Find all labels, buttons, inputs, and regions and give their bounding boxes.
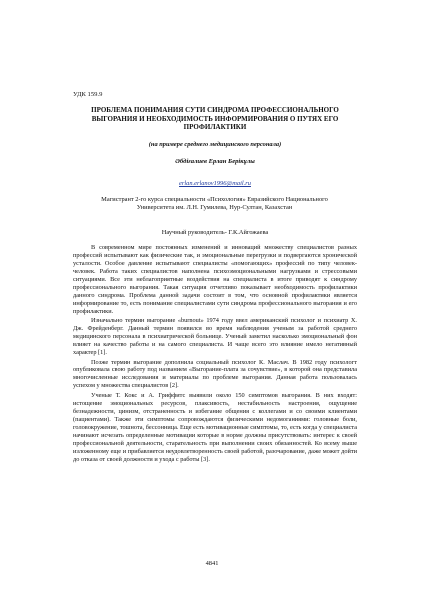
author-email-link[interactable]: erlan.erlanov1996@mail.ru — [179, 180, 251, 187]
paper-body — [73, 244, 357, 465]
body-paragraph: В современном мире постоянных изменений и инноваций множеству специалистов разных профессий испытывают как физические так, и эмоциональные перегрузки и подвергаются хронической усталости. Особое давление испытывают специалисты «помогающих» профессий по типу человек-человек. Работа таких специалистов наполнена психоэмоциональными нагрузками и стрессовыми ситуациями. Все эти неблагоприятные воздействия на специалиста в итоге приводят к синдрому профессионального выгорания. Такая ситуация отчетливо показывает необходимость профилактики данного синдрома. Проблема данной задачи состоит в том, что основной профилактики является информирование то, есть понимание специалистами сути синдрома профессионального выгорания и его профилактики. — [73, 244, 357, 315]
paper-title: ПРОБЛЕМА ПОНИМАНИЯ СУТИ СИНДРОМА ПРОФЕССИОНАЛЬНОГО ВЫГОРАНИЯ И НЕОБХОДИМОСТЬ ИНФОРМИРОВАНИЯ О ПУТЯХ ЕГО ПРОФИЛАКТИКИ — [91, 106, 339, 132]
author-name: Әбдіғалиев Ерлан Берікұлы — [175, 158, 255, 165]
body-paragraph: Ученые Т. Кокс и А. Гриффитс выявили около 150 симптомов выгорания. В них входят: истощение эмоциональных ресурсов, плаксивость, нестабильность настроения, ощущение безнадежности, цинизм, отстраненность и избегание общения с коллегами и со своими клиентами (пациентами). Также эти симптомы сопровождаются физическими недомоганиями: головные боли, головокружение, тошнота, бессонница. Еще есть мотивационные симптомы, то, есть когда у специалиста начинают исчезать определенные мотивации которые в норме должны присутствовать: интерес к своей профессиональной деятельности, старательность при выполнении своих обязанностей. Ко всему выше изложенному еще и прибавляется неудовлетворенность своей работой, разочарование, даже может дойти до отказа от своей должности и ухода с работы [3]. — [73, 391, 357, 463]
body-paragraph: Позже термин выгорание дополнила социальный психолог К. Маслач. В 1982 году психологт опубликовала свою работу под названием «Выгорание-плата за сочувствие», в которой она представила многочисленные исследования и материалы по проблеме выгорания. Данная работа пользовалась успехом у множества специалистов [2]. — [73, 358, 357, 390]
paper-subtitle: (на примере среднего медицинского персонала) — [148, 141, 282, 148]
body-paragraph: Изначально термин выгорание «burnout» 1974 году ввел американский психолог и психиатр Х. Дж. Фрейденберг. Данный термин появился во время наблюдения ученым за работой среднего медицинского персонала в психиатрической больнице. Ученый заметил насколько эмоциональный фон влияет на качество работы и на самого специалиста. И чаще всего это влияние имело негативный характер [1]. — [73, 317, 357, 356]
udk-code: УДК 159.9 — [73, 91, 103, 98]
scientific-supervisor: Научный руководитель- Г.К.Айгожаева — [161, 229, 269, 236]
page-number: 4841 — [205, 560, 219, 567]
author-affiliation: Магистрант 2-го курса специальности «Психология» Евразийского Национального Университета им. Л.Н. Гумилева, Нур-Султан, Казахстан — [101, 196, 328, 212]
